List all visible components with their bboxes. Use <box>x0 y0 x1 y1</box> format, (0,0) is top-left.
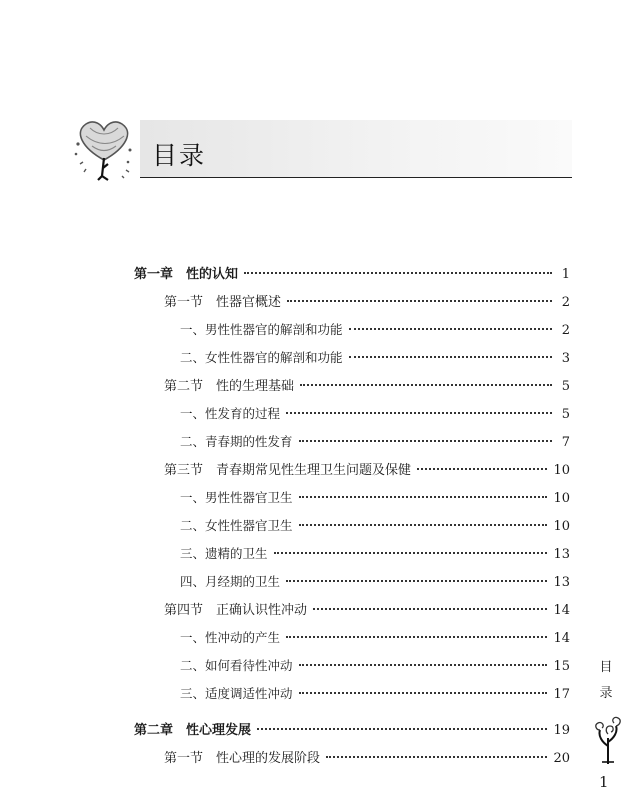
toc-entry-item[interactable] <box>180 626 570 646</box>
toc-entry-item[interactable] <box>180 346 570 366</box>
toc-entry-label: 第一节 性心理的发展阶段 <box>164 751 321 766</box>
toc-entry-page: 2 <box>561 295 570 310</box>
toc-entry-label: 三、遗精的卫生 <box>180 546 268 561</box>
toc-entry-page: 1 <box>561 267 570 282</box>
toc-entry-page: 17 <box>553 687 570 702</box>
toc-leader-dots <box>349 314 552 330</box>
heart-tree-icon <box>68 114 140 186</box>
toc-entry-label: 二、青春期的性发育 <box>180 434 293 449</box>
toc-entry-label: 第三节 青春期常见性生理卫生问题及保健 <box>164 463 412 478</box>
toc-entry-page: 10 <box>553 519 570 534</box>
toc-entry-item[interactable] <box>180 542 570 562</box>
toc-leader-dots <box>300 370 552 386</box>
toc-leader-dots <box>257 714 547 730</box>
toc-entry-item[interactable] <box>180 682 570 702</box>
toc-entry-label: 三、适度调适性冲动 <box>180 686 293 701</box>
toc-entry-page: 13 <box>553 547 570 562</box>
toc-entry-page: 5 <box>561 407 570 422</box>
toc-entry-label: 二、女性性器官的解剖和功能 <box>180 350 343 365</box>
toc-entry-page: 14 <box>553 603 570 618</box>
toc-leader-dots <box>274 538 548 554</box>
toc-leader-dots <box>299 650 548 666</box>
side-tab-char: 目 <box>599 660 613 675</box>
toc-entry-label: 一、男性性器官卫生 <box>180 490 293 505</box>
toc-entry-label: 二、女性性器官卫生 <box>180 518 293 533</box>
toc-entry-item[interactable] <box>180 570 570 590</box>
toc-entry-item[interactable] <box>180 402 570 422</box>
toc-entry-label: 一、性冲动的产生 <box>180 630 281 645</box>
toc-entry-label: 一、男性性器官的解剖和功能 <box>180 322 343 337</box>
toc-entry-label: 一、性发育的过程 <box>180 406 281 421</box>
toc-entry-chapter[interactable] <box>134 718 570 738</box>
toc-leader-dots <box>299 426 552 442</box>
side-tab-char: 录 <box>599 686 613 701</box>
toc-entry-item[interactable] <box>180 514 570 534</box>
page-title: 目录 <box>152 141 207 170</box>
toc-entry-item[interactable] <box>180 430 570 450</box>
toc-leader-dots <box>299 482 548 498</box>
toc-leader-dots <box>287 286 552 302</box>
toc-entry-page: 7 <box>561 435 570 450</box>
toc-entry-page: 15 <box>553 659 570 674</box>
swirl-tree-icon <box>588 712 628 768</box>
toc-leader-dots <box>286 398 552 414</box>
toc-entry-page: 19 <box>553 723 570 738</box>
toc-leader-dots <box>286 622 547 638</box>
toc-entry-item[interactable] <box>180 654 570 674</box>
toc-entry-label: 第一节 性器官概述 <box>164 295 282 310</box>
toc-leader-dots <box>299 510 548 526</box>
toc-entry-section[interactable] <box>164 458 570 478</box>
toc-entry-page: 3 <box>561 351 570 366</box>
toc-entry-label: 第二章 性心理发展 <box>134 723 252 738</box>
toc-entry-item[interactable] <box>180 486 570 506</box>
toc-leader-dots <box>417 454 547 470</box>
toc-entry-section[interactable] <box>164 746 570 766</box>
toc-entry-page: 10 <box>553 463 570 478</box>
toc-entry-page: 5 <box>561 379 570 394</box>
toc-entry-page: 2 <box>561 323 570 338</box>
toc-entry-page: 10 <box>553 491 570 506</box>
toc-entry-section[interactable] <box>164 290 570 310</box>
toc-entry-section[interactable] <box>164 374 570 394</box>
toc-leader-dots <box>286 566 547 582</box>
page-number: 1 <box>599 773 609 791</box>
header-rule <box>140 177 572 178</box>
toc-leader-dots <box>244 258 552 274</box>
toc-entry-label: 四、月经期的卫生 <box>180 574 281 589</box>
toc-entry-label: 二、如何看待性冲动 <box>180 658 293 673</box>
toc-entry-label: 第四节 正确认识性冲动 <box>164 603 308 618</box>
toc-leader-dots <box>326 742 547 758</box>
side-tab <box>598 655 614 707</box>
toc-leader-dots <box>299 678 548 694</box>
toc-entry-page: 20 <box>553 751 570 766</box>
toc-entry-page: 14 <box>553 631 570 646</box>
toc-entry-page: 13 <box>553 575 570 590</box>
toc-entry-section[interactable] <box>164 598 570 618</box>
toc-leader-dots <box>349 342 552 358</box>
toc-entry-label: 第二节 性的生理基础 <box>164 379 295 394</box>
toc-leader-dots <box>313 594 547 610</box>
toc-entry-item[interactable] <box>180 318 570 338</box>
toc-entry-chapter[interactable] <box>134 262 570 282</box>
toc-entry-label: 第一章 性的认知 <box>134 267 239 282</box>
